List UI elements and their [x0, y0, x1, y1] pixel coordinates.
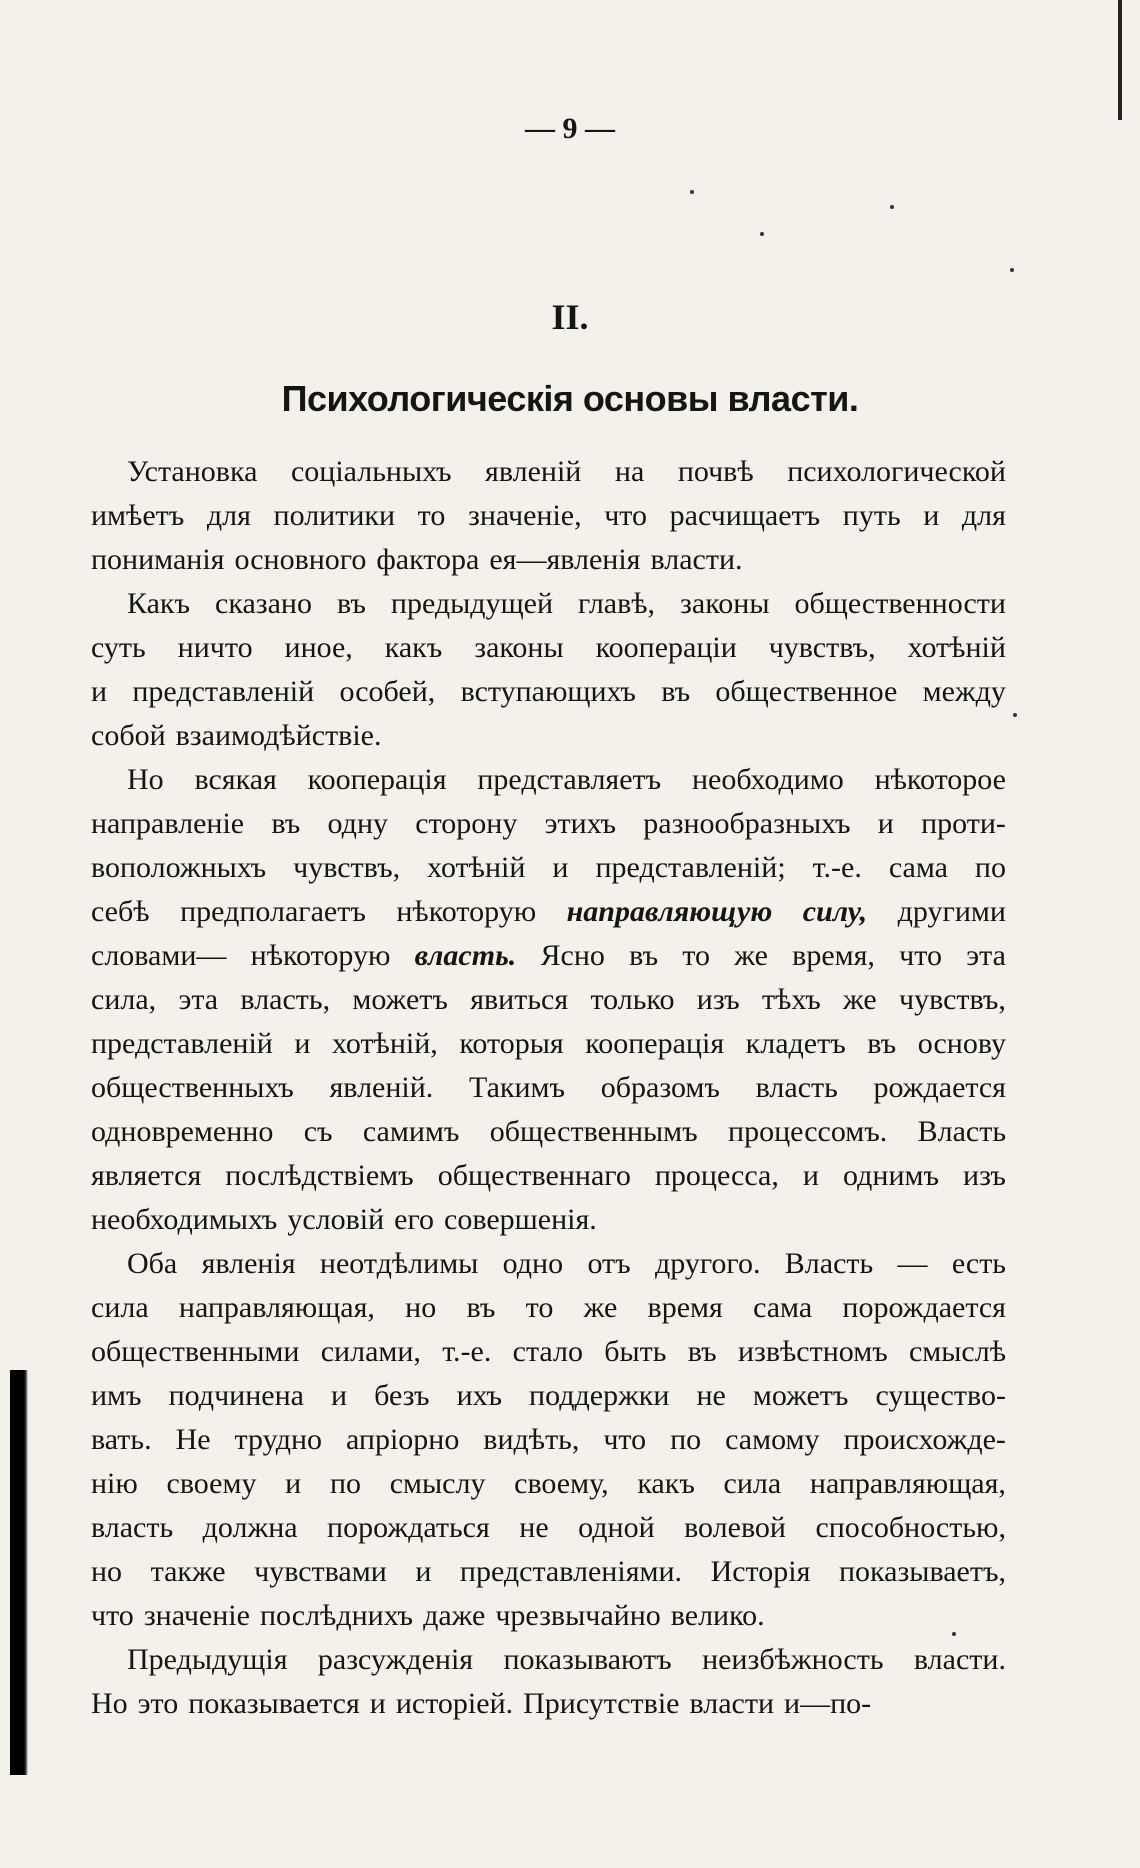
- word: неизбѣжность: [702, 1643, 884, 1676]
- word: должна: [202, 1511, 298, 1544]
- text-line: [91, 1022, 1006, 1066]
- text-line: [91, 626, 1006, 670]
- word: чувствами: [254, 1555, 387, 1588]
- word: нѣкоторое: [874, 763, 1006, 796]
- word: значеніе,: [467, 499, 582, 532]
- word: сила: [723, 1467, 782, 1500]
- word: изъ: [963, 1159, 1006, 1192]
- word: что: [604, 499, 648, 532]
- word: и: [802, 1159, 819, 1192]
- word: явленія: [201, 1247, 296, 1280]
- word: общественными: [91, 1335, 300, 1368]
- chapter-title: Психологическія основы власти.: [281, 378, 859, 419]
- text-line: [91, 1550, 1006, 1594]
- word: власть: [91, 1511, 174, 1544]
- word: можетъ: [352, 983, 448, 1016]
- word: направленіе: [91, 807, 245, 840]
- text-line: [91, 670, 1006, 714]
- emphasized-word: власть.: [414, 939, 517, 972]
- word: сила,: [91, 983, 157, 1016]
- text-line: [91, 978, 1006, 1022]
- word: нѣкоторую: [250, 939, 391, 972]
- word: въ: [336, 587, 366, 620]
- word: смыслу: [389, 1467, 486, 1500]
- word: его: [394, 1203, 435, 1236]
- word: чувствъ,: [768, 631, 876, 664]
- word: и: [369, 1687, 386, 1720]
- word: представленіями.: [459, 1555, 683, 1588]
- word: представляетъ: [477, 763, 662, 796]
- word: коопераціи: [595, 631, 737, 664]
- word: представленій: [132, 675, 315, 708]
- word: процессомъ.: [728, 1115, 888, 1148]
- word: чувствъ,: [293, 851, 401, 884]
- text-line: [91, 1374, 1006, 1418]
- text-line: [91, 714, 1006, 758]
- word: Установка: [127, 455, 258, 488]
- word: этихъ: [544, 807, 617, 840]
- word: одновременно: [91, 1115, 274, 1148]
- word: не: [519, 1511, 549, 1544]
- word: способностью,: [815, 1511, 1006, 1544]
- word: явленій: [485, 455, 582, 488]
- word: Какъ: [127, 587, 191, 620]
- word: кооперація: [307, 763, 447, 796]
- word: ея—явленія: [489, 543, 641, 576]
- word: главѣ,: [578, 587, 656, 620]
- word: смыслѣ: [908, 1335, 1006, 1368]
- word: нію: [91, 1467, 138, 1500]
- text-line: [91, 538, 1006, 582]
- word: то: [682, 939, 711, 972]
- word: словами—: [91, 939, 227, 972]
- word: порождаться: [327, 1511, 490, 1544]
- word: чувствъ,: [899, 983, 1006, 1016]
- word: особей,: [339, 675, 436, 708]
- word: отъ: [587, 1247, 631, 1280]
- word: психологической: [787, 455, 1006, 488]
- word: сказано: [215, 587, 312, 620]
- word: разсужденія: [317, 1643, 474, 1676]
- word: т.-е.: [442, 1335, 492, 1368]
- word: пониманія: [91, 543, 225, 576]
- text-line: [91, 1286, 1006, 1330]
- word: показывается: [188, 1687, 360, 1720]
- word: какъ: [637, 1467, 695, 1500]
- word: законы: [474, 631, 564, 664]
- word: самимъ: [362, 1115, 460, 1148]
- word: безъ: [374, 1379, 430, 1412]
- word: Предыдущія: [127, 1643, 288, 1676]
- word: въ: [661, 675, 691, 708]
- word: Но: [127, 763, 164, 796]
- scan-speck: [760, 232, 764, 236]
- word: ничто: [177, 631, 253, 664]
- word: самому: [725, 1423, 820, 1456]
- word: эта: [966, 939, 1006, 972]
- word: чрезвычайно: [495, 1599, 661, 1632]
- word: нѣкоторую: [396, 895, 537, 928]
- word: есть: [951, 1247, 1006, 1280]
- word: власти: [689, 1687, 775, 1720]
- word: однимъ: [842, 1159, 939, 1192]
- word: власть,: [240, 983, 331, 1016]
- word: также: [150, 1555, 226, 1588]
- word: и: [415, 1555, 432, 1588]
- word: образомъ: [600, 1071, 720, 1104]
- text-line: [91, 494, 1006, 538]
- word: для: [961, 499, 1006, 532]
- word: это: [137, 1687, 179, 1720]
- scan-speck: [1013, 713, 1017, 717]
- word: апріорно: [345, 1423, 460, 1456]
- word: но: [91, 1555, 123, 1588]
- text-line: [91, 890, 1006, 934]
- word: тѣхъ: [761, 983, 821, 1016]
- word: быть: [604, 1335, 667, 1368]
- word: исторіей.: [395, 1687, 514, 1720]
- word: время,: [792, 939, 875, 972]
- word: воположныхъ: [91, 851, 267, 884]
- word: что: [899, 939, 942, 972]
- word: представленій;: [595, 851, 786, 884]
- word: путь: [842, 499, 901, 532]
- word: и: [285, 1467, 302, 1500]
- word: по: [329, 1467, 361, 1500]
- word: вступающихъ: [460, 675, 636, 708]
- word: же: [734, 939, 768, 972]
- word: же: [843, 983, 877, 1016]
- word: своему,: [514, 1467, 609, 1500]
- word: время: [647, 1291, 723, 1324]
- text-line: [91, 1682, 1006, 1726]
- word: между: [922, 675, 1006, 708]
- page-number: — 9 —: [525, 112, 615, 145]
- word: въ: [629, 939, 659, 972]
- text-line: [91, 450, 1006, 494]
- word: по: [670, 1423, 702, 1456]
- word: что: [91, 1599, 134, 1632]
- word: подчинена: [168, 1379, 304, 1412]
- text-line: [91, 758, 1006, 802]
- text-line: [91, 1462, 1006, 1506]
- word: почвѣ: [677, 455, 754, 488]
- word: общественныхъ: [91, 1071, 294, 1104]
- word: Исторія: [710, 1555, 811, 1588]
- word: Ясно: [540, 939, 605, 972]
- word: совершенія.: [444, 1203, 597, 1236]
- word: Не: [175, 1423, 211, 1456]
- word: Власть: [784, 1247, 874, 1280]
- body-text: [91, 450, 1006, 1726]
- text-line: [91, 1198, 1006, 1242]
- word: хотѣній,: [331, 1027, 438, 1060]
- text-line: [91, 1330, 1006, 1374]
- word: послѣдствіемъ: [225, 1159, 414, 1192]
- word: неотдѣлимы: [319, 1247, 479, 1280]
- word: существо-: [875, 1379, 1006, 1412]
- word: видѣть,: [483, 1423, 580, 1456]
- word: одно: [502, 1247, 564, 1280]
- word: и: [923, 499, 940, 532]
- word: силами,: [320, 1335, 421, 1368]
- word: стало: [512, 1335, 583, 1368]
- text-line: [91, 1594, 1006, 1638]
- word: волевой: [684, 1511, 786, 1544]
- scan-edge-line: [1118, 0, 1122, 120]
- word: что: [603, 1423, 647, 1456]
- word: съ: [303, 1115, 333, 1148]
- scan-speck: [1010, 268, 1014, 272]
- word: проти-: [921, 807, 1006, 840]
- word: условій: [287, 1203, 385, 1236]
- word: одну: [327, 807, 389, 840]
- word: въ: [687, 1335, 717, 1368]
- word: власти.: [650, 543, 743, 576]
- word: иное,: [284, 631, 353, 664]
- word: предполагаетъ: [180, 895, 366, 928]
- word: значеніе: [143, 1599, 250, 1632]
- word: процесса,: [654, 1159, 779, 1192]
- word: ихъ: [456, 1379, 502, 1412]
- scan-speck: [890, 205, 894, 209]
- word: то: [525, 1291, 554, 1324]
- word: власти.: [913, 1643, 1006, 1676]
- word: законы: [680, 587, 770, 620]
- word: эта: [178, 983, 219, 1016]
- word: то: [417, 499, 446, 532]
- word: основного: [234, 543, 367, 576]
- word: представленій: [91, 1027, 273, 1060]
- word: общественнаго: [437, 1159, 631, 1192]
- word: общественнымъ: [489, 1115, 698, 1148]
- text-line: [91, 934, 1006, 978]
- word: но: [405, 1291, 437, 1324]
- text-line: [91, 1110, 1006, 1154]
- word: послѣднихъ: [259, 1599, 414, 1632]
- word: Власть: [917, 1115, 1006, 1148]
- word: велико.: [670, 1599, 765, 1632]
- word: же: [583, 1291, 618, 1324]
- word: сила: [91, 1291, 149, 1324]
- word: какъ: [384, 631, 443, 664]
- word: поддержки: [529, 1379, 670, 1412]
- word: на: [614, 455, 645, 488]
- word: Но: [91, 1687, 128, 1720]
- word: т.-е.: [812, 851, 862, 884]
- text-line: [91, 802, 1006, 846]
- word: не: [696, 1379, 726, 1412]
- word: необходимыхъ: [91, 1203, 278, 1236]
- word: имъ: [91, 1379, 142, 1412]
- word: направляющая,: [178, 1291, 375, 1324]
- word: явленій.: [329, 1071, 434, 1104]
- word: для: [206, 499, 251, 532]
- word: фактора: [376, 543, 480, 576]
- word: Такимъ: [469, 1071, 566, 1104]
- text-line: [91, 1506, 1006, 1550]
- word: Оба: [127, 1247, 178, 1280]
- word: другими: [897, 895, 1006, 928]
- word: взаимодѣйствіе.: [175, 719, 382, 752]
- text-line: [91, 1066, 1006, 1110]
- word: которыя: [459, 1027, 564, 1060]
- word: сама: [753, 1291, 813, 1324]
- word: въ: [271, 807, 301, 840]
- word: Присутствіе: [523, 1687, 680, 1720]
- word: разнообразныхъ: [643, 807, 851, 840]
- word: направляющая,: [809, 1467, 1006, 1500]
- word: и: [294, 1027, 311, 1060]
- word: извѣстномъ: [737, 1335, 888, 1368]
- word: и: [552, 851, 569, 884]
- emphasized-word: направляющую: [566, 895, 773, 928]
- word: себѣ: [91, 895, 150, 928]
- text-line: [91, 1154, 1006, 1198]
- word: кооперація: [585, 1027, 725, 1060]
- chapter-number: II.: [551, 297, 589, 337]
- word: основу: [917, 1027, 1006, 1060]
- word: и: [91, 675, 108, 708]
- word: по: [974, 851, 1006, 884]
- word: расчищаетъ: [669, 499, 821, 532]
- word: показываетъ,: [838, 1555, 1006, 1588]
- word: въ: [867, 1027, 897, 1060]
- word: политики: [273, 499, 396, 532]
- word: сторону: [415, 807, 518, 840]
- word: суть: [91, 631, 146, 664]
- word: одной: [578, 1511, 655, 1544]
- word: порождается: [842, 1291, 1006, 1324]
- word: является: [91, 1159, 202, 1192]
- word: общественности: [794, 587, 1006, 620]
- scan-binding-shadow: [10, 1370, 28, 1775]
- word: сама: [888, 851, 948, 884]
- word: общественное: [715, 675, 898, 708]
- word: —: [897, 1247, 928, 1280]
- text-line: [91, 1242, 1006, 1286]
- word: трудно: [234, 1423, 323, 1456]
- word: и: [331, 1379, 348, 1412]
- word: въ: [466, 1291, 496, 1324]
- word: даже: [423, 1599, 486, 1632]
- word: всякая: [194, 763, 277, 796]
- word: только: [590, 983, 675, 1016]
- word: соціальныхъ: [290, 455, 452, 488]
- word: кладетъ: [745, 1027, 846, 1060]
- scan-speck: [952, 1632, 956, 1636]
- word: происхожде-: [843, 1423, 1006, 1456]
- word: предыдущей: [390, 587, 554, 620]
- word: собой: [91, 719, 166, 752]
- word: своему: [166, 1467, 257, 1500]
- word: необходимо: [691, 763, 844, 796]
- word: показываютъ: [503, 1643, 672, 1676]
- text-line: [91, 1638, 1006, 1682]
- word: хотѣній: [907, 631, 1006, 664]
- word: власть: [755, 1071, 838, 1104]
- word: и: [877, 807, 894, 840]
- word: и—по-: [784, 1687, 872, 1720]
- word: вать.: [91, 1423, 152, 1456]
- scan-speck: [690, 190, 694, 194]
- text-line: [91, 1418, 1006, 1462]
- word: рождается: [873, 1071, 1006, 1104]
- text-line: [91, 846, 1006, 890]
- word: изъ: [696, 983, 740, 1016]
- word: имѣетъ: [91, 499, 185, 532]
- word: хотѣній: [427, 851, 526, 884]
- word: можетъ: [752, 1379, 849, 1412]
- word: другого.: [654, 1247, 761, 1280]
- emphasized-word: силу,: [802, 895, 868, 928]
- word: явиться: [470, 983, 569, 1016]
- text-line: [91, 582, 1006, 626]
